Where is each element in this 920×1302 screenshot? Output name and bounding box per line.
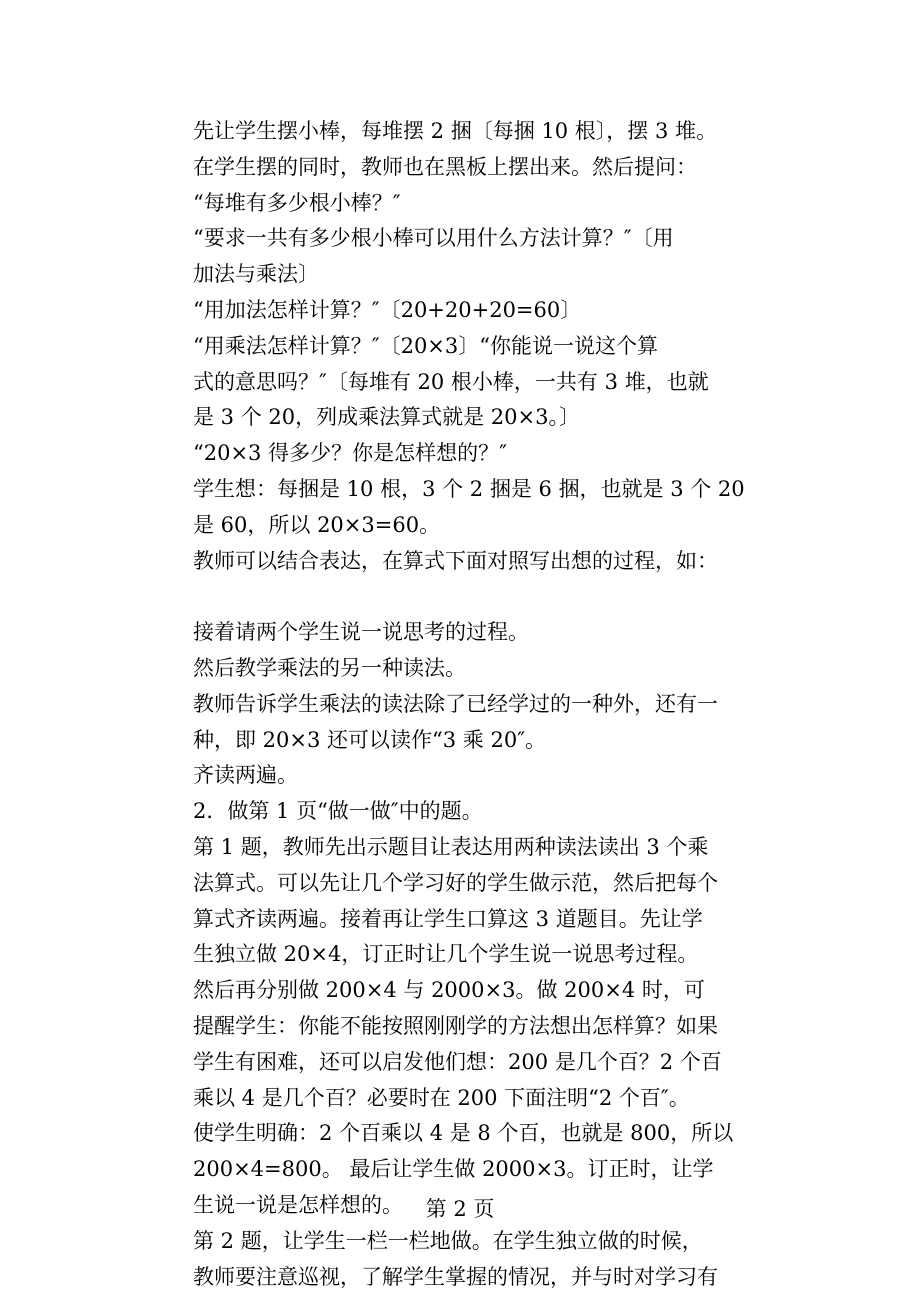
paragraph-line: 教师告诉学生乘法的读法除了已经学过的一种外，还有一 bbox=[193, 691, 718, 716]
paragraph-line: “用乘法怎样计算？″〔20×3〕“你能说一说这个算 bbox=[193, 333, 658, 358]
blank-line bbox=[193, 579, 738, 615]
paragraph-line: 接着请两个学生说一说思考的过程。 bbox=[193, 620, 529, 645]
document-body bbox=[193, 114, 745, 1295]
paragraph-line: 式的意思吗？″〔每堆有 20 根小棒，一共有 3 堆，也就 bbox=[193, 369, 709, 394]
paragraph-line: 2．做第 1 页“做一做″中的题。 bbox=[193, 799, 483, 824]
paragraph-line: 法算式。可以先让几个学习好的学生做示范，然后把每个 bbox=[193, 870, 718, 895]
page-number: 第 2 页 bbox=[425, 1197, 495, 1221]
paragraph-line: 先让学生摆小棒，每堆摆 2 捆〔每捆 10 根〕，摆 3 堆。 bbox=[193, 119, 717, 143]
paragraph-line: 是 3 个 20，列成乘法算式就是 20×3。〕 bbox=[193, 405, 580, 430]
paragraph-line: 种，即 20×3 还可以读作“3 乘 20″。 bbox=[193, 727, 547, 752]
paragraph-line: 学生有困难，还可以启发他们想：200 是几个百？2 个百 bbox=[193, 1049, 722, 1074]
paragraph-line: 使学生明确：2 个百乘以 4 是 8 个百，也就是 800，所以 bbox=[193, 1121, 734, 1146]
paragraph-line: 乘以 4 是几个百？必要时在 200 下面注明“2 个百″。 bbox=[193, 1085, 690, 1110]
paragraph-line: “用加法怎样计算？″〔20+20+20=60〕 bbox=[193, 297, 582, 322]
paragraph-line: 生独立做 20×4，订正时让几个学生说一说思考过程。 bbox=[193, 942, 699, 967]
paragraph-line: 第 2 题，让学生一栏一栏地做。在学生独立做的时候， bbox=[193, 1228, 703, 1253]
paragraph-line: 然后教学乘法的另一种读法。 bbox=[193, 655, 466, 680]
paragraph-line: “每堆有多少根小棒？″ bbox=[193, 190, 401, 215]
paragraph-line: 齐读两遍。 bbox=[193, 763, 298, 788]
paragraph-line: 是 60，所以 20×3=60。 bbox=[193, 512, 441, 537]
paragraph-line: “20×3 得多少？你是怎样想的？″ bbox=[193, 441, 507, 466]
paragraph-line: 提醒学生：你能不能按照刚刚学的方法想出怎样算？如果 bbox=[193, 1013, 718, 1038]
paragraph-line: 加法与乘法〕 bbox=[193, 262, 319, 287]
paragraph-line: 然后再分别做 200×4 与 2000×3。做 200×4 时，可 bbox=[193, 978, 705, 1003]
paragraph-line: 学生想：每捆是 10 根，3 个 2 捆是 6 捆，也就是 3 个 20 bbox=[193, 476, 745, 501]
paragraph-line: 教师要注意巡视，了解学生掌握的情况，并与时对学习有 bbox=[193, 1264, 718, 1289]
paragraph-line: “要求一共有多少根小棒可以用什么方法计算？″〔用 bbox=[193, 226, 674, 251]
paragraph-line: 第 1 题，教师先出示题目让表达用两种读法读出 3 个乘 bbox=[193, 834, 709, 859]
paragraph-line: 生说一说是怎样想的。 bbox=[193, 1192, 403, 1217]
paragraph-line: 教师可以结合表达，在算式下面对照写出想的过程，如： bbox=[193, 548, 718, 573]
paragraph-line: 在学生摆的同时，教师也在黑板上摆出来。然后提问： bbox=[193, 154, 697, 179]
paragraph-line: 200×4=800。 最后让学生做 2000×3。订正时，让学 bbox=[193, 1157, 714, 1182]
paragraph-line: 算式齐读两遍。接着再让学生口算这 3 道题目。先让学 bbox=[193, 906, 703, 931]
